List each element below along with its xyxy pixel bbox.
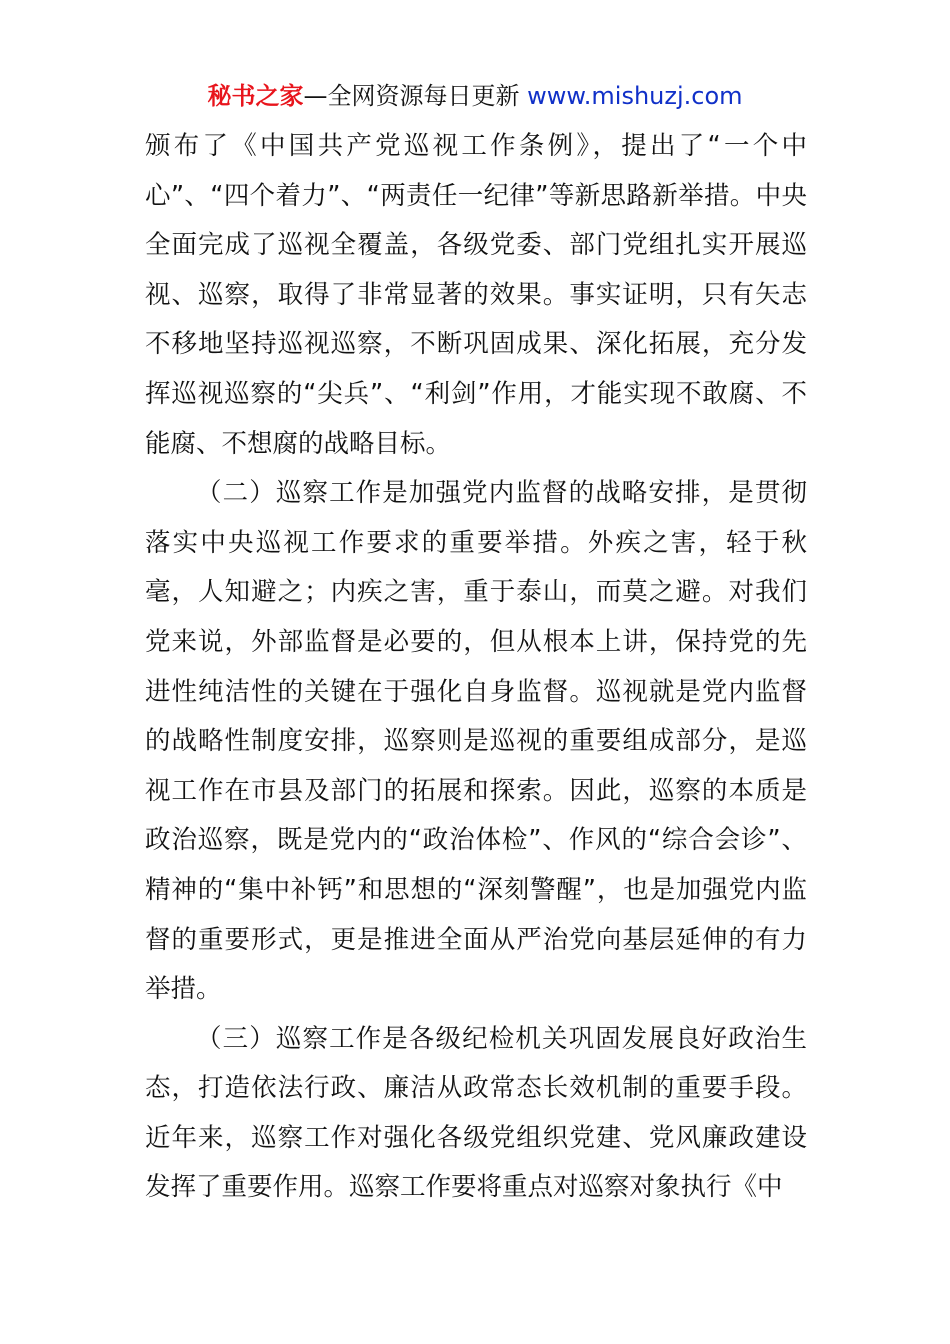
paragraph-1: 颁布了《中国共产党巡视工作条例》，提出了“一个中心”、“四个着力”、“两责任一纪律”等新思路新举措。中央全面完成了巡视全覆盖，各级党委、部门党组扎实开展巡视、巡察，取得了非常显著的效果。事实证明，只有矢志不移地坚持巡视巡察，不断巩固成果、深化拓展，充分发挥巡视巡察的“尖兵”、“利剑”作用，才能实现不敢腐、不能腐、不想腐的战略目标。 [145,131,807,459]
site-header [0,80,950,112]
site-brand: 秘书之家 [207,82,304,110]
paragraph-3: （三）巡察工作是各级纪检机关巩固发展良好政治生态，打造依法行政、廉洁从政常态长效机制的重要手段。近年来，巡察工作对强化各级党组织党建、党风廉政建设发挥了重要作用。巡察工作要将重点对巡察对象执行《中 [145,1023,807,1203]
document-body [145,122,807,1213]
site-tagline: —全网资源每日更新 [303,82,520,110]
site-url-link[interactable]: www.mishuzj.com [527,82,743,110]
paragraph-2: （二）巡察工作是加强党内监督的战略安排，是贯彻落实中央巡视工作要求的重要举措。外疾之害，轻于秋毫，人知避之；内疾之害，重于泰山，而莫之避。对我们党来说，外部监督是必要的，但从根本上讲，保持党的先进性纯洁性的关键在于强化自身监督。巡视就是党内监督的战略性制度安排，巡察则是巡视的重要组成部分，是巡视工作在市县及部门的拓展和探索。因此，巡察的本质是政治巡察，既是党内的“政治体检”、作风的“综合会诊”、精神的“集中补钙”和思想的“深刻警醒”，也是加强党内监督的重要形式，更是推进全面从严治党向基层延伸的有力举措。 [145,478,807,1005]
